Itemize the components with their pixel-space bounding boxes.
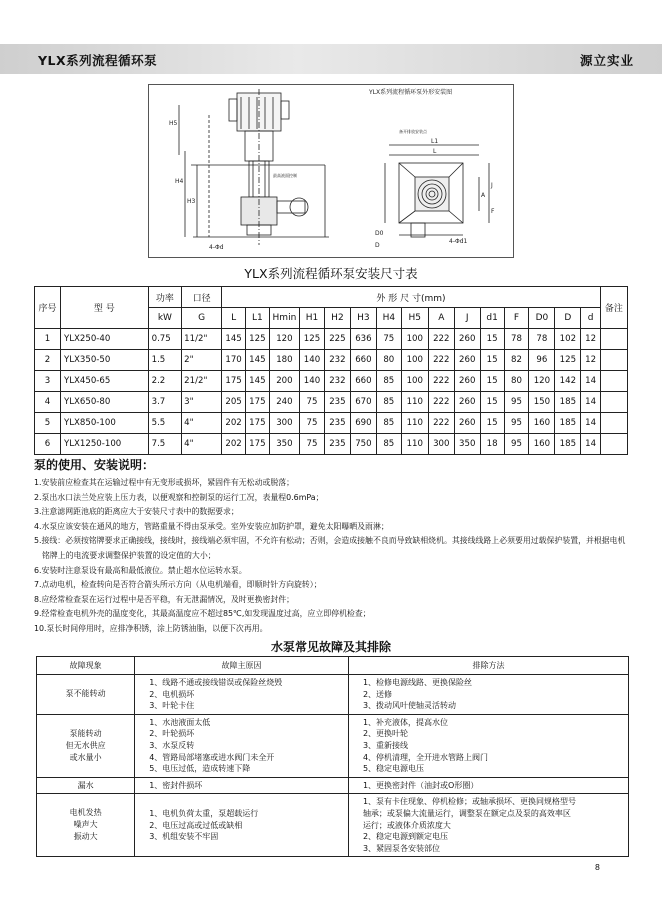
col-dim: Hmin — [269, 308, 299, 329]
spec-cell-dim: 85 — [376, 392, 401, 413]
spec-cell-port: 21/2" — [182, 371, 222, 392]
spec-cell-dim: 15 — [480, 350, 504, 371]
spec-row — [35, 329, 628, 350]
spec-cell-dim: 15 — [480, 371, 504, 392]
spec-row — [35, 371, 628, 392]
spec-cell-dim: 225 — [324, 329, 350, 350]
spec-cell-dim: 110 — [401, 392, 428, 413]
fault-fix-item: 1、更换密封件（油封或O形圈） — [362, 780, 479, 790]
spec-cell-dim: 202 — [222, 434, 246, 455]
header-band — [0, 44, 662, 74]
spec-table — [34, 286, 628, 455]
fault-fixes — [348, 714, 628, 777]
spec-cell-dim: 260 — [454, 392, 480, 413]
spec-cell-dim: 175 — [245, 413, 269, 434]
spec-row — [35, 413, 628, 434]
spec-row — [35, 434, 628, 455]
spec-table-title: YLX系列流程循环泵安装尺寸表 — [244, 266, 418, 281]
spec-cell-dim: 660 — [350, 350, 376, 371]
spec-cell-dim: 95 — [504, 392, 529, 413]
spec-cell-dim: 160 — [529, 434, 555, 455]
fault-table-body — [37, 675, 629, 857]
col-remark: 备注 — [600, 287, 627, 329]
spec-cell-dim: 205 — [222, 392, 246, 413]
dim-label-4d: 4-Φd — [209, 244, 224, 251]
spec-cell-dim: 125 — [555, 350, 581, 371]
usage-item: 5.接线：必须按铭牌要求正确接线，接线时，接线端必须牢固，不允许有松动；否则，会造成接触不良而导致缺相烧机。其接线线路上必须要用过载保护装置，并根据电机铭牌上的电流要求调整保护装置的设定值的大小； — [34, 536, 626, 560]
spec-cell-dim: 100 — [401, 329, 428, 350]
spec-cell-dim: 175 — [245, 392, 269, 413]
fault-symptom — [37, 794, 135, 857]
fault-symptom-line: 电机发热 — [69, 808, 102, 818]
spec-table-body — [35, 329, 628, 455]
fault-cause-item: 1、密封件损坏 — [149, 780, 203, 790]
spec-cell-dim: 78 — [529, 329, 555, 350]
fault-symptom — [37, 714, 135, 777]
fault-symptom-line: 泵不能转动 — [65, 689, 106, 699]
dim-label-h4: H4 — [175, 178, 184, 185]
fault-fix-item: 2、送修 — [362, 689, 393, 699]
usage-item: 10.泵长时间停用时，应排净积锈，涂上防锈油脂，以便下次再用。 — [34, 623, 268, 633]
fault-symptom-line: 振动大 — [73, 832, 98, 842]
spec-cell-port: 3" — [182, 392, 222, 413]
spec-cell-dim: 15 — [480, 413, 504, 434]
col-dim: H4 — [376, 308, 401, 329]
spec-cell-dim: 110 — [401, 413, 428, 434]
spec-cell-kw: 2.2 — [148, 371, 182, 392]
spec-cell-remark — [600, 329, 627, 350]
col-dim: d — [581, 308, 600, 329]
fault-cause-item: 2、电机损坏 — [149, 689, 195, 699]
fault-table-title: 水泵常见故障及其排除 — [270, 640, 391, 654]
spec-cell-dim: 235 — [324, 392, 350, 413]
fault-symptom-line: 但无水供应 — [65, 740, 106, 750]
spec-cell-dim: 75 — [300, 434, 325, 455]
fault-causes — [135, 714, 349, 777]
spec-cell-dim: 145 — [245, 371, 269, 392]
spec-cell-dim: 150 — [529, 392, 555, 413]
spec-cell-dim: 75 — [300, 392, 325, 413]
fault-symptom-line: 或水量小 — [69, 752, 102, 762]
col-model: 型 号 — [60, 287, 148, 329]
spec-cell-dim: 140 — [300, 350, 325, 371]
fault-causes — [135, 777, 349, 794]
spec-cell-kw: 7.5 — [148, 434, 182, 455]
spec-cell-dim: 75 — [376, 329, 401, 350]
spec-cell-dim: 235 — [324, 434, 350, 455]
fault-col-fix: 排除方法 — [348, 657, 628, 675]
spec-cell-dim: 222 — [428, 413, 454, 434]
spec-cell-no: 1 — [35, 329, 61, 350]
spec-cell-dim: 260 — [454, 371, 480, 392]
spec-cell-port: 11/2" — [182, 329, 222, 350]
fault-fix-item: 1、检修电源线路、更换保险丝 — [362, 678, 473, 687]
spec-cell-dim: 300 — [269, 413, 299, 434]
usage-title: 泵的使用、安装说明： — [34, 458, 155, 472]
col-dim: L — [222, 308, 246, 329]
dim-label-d0: D0 — [375, 230, 384, 237]
col-dim: F — [504, 308, 529, 329]
col-port: 口径 — [182, 287, 222, 308]
spec-cell-dim: 85 — [376, 413, 401, 434]
spec-cell-dim: 14 — [581, 434, 600, 455]
spec-cell-dim: 14 — [581, 413, 600, 434]
spec-cell-dim: 102 — [555, 329, 581, 350]
spec-cell-dim: 232 — [324, 371, 350, 392]
spec-row — [35, 392, 628, 413]
spec-cell-dim: 78 — [504, 329, 529, 350]
col-dim: H2 — [324, 308, 350, 329]
spec-cell-kw: 5.5 — [148, 413, 182, 434]
col-dim: L1 — [245, 308, 269, 329]
spec-cell-dim: 750 — [350, 434, 376, 455]
spec-cell-dim: 95 — [504, 413, 529, 434]
dim-label-f: F — [491, 208, 495, 215]
spec-cell-dim: 14 — [581, 371, 600, 392]
spec-cell-dim: 235 — [324, 413, 350, 434]
page-title: YLX系列流程循环泵 — [38, 53, 158, 68]
spec-cell-dim: 160 — [529, 413, 555, 434]
spec-cell-model: YLX850-100 — [60, 413, 148, 434]
usage-item: 1.安装前应检查其在运输过程中有无变形或损坏，紧固件有无松动或脱落； — [34, 478, 295, 487]
spec-cell-dim: 12 — [581, 329, 600, 350]
spec-cell-remark — [600, 434, 627, 455]
spec-cell-no: 2 — [35, 350, 61, 371]
dim-label-h3: H3 — [187, 198, 196, 205]
spec-cell-remark — [600, 350, 627, 371]
fault-cause-item: 1、水池液面太低 — [149, 717, 211, 727]
spec-cell-dim: 80 — [504, 371, 529, 392]
spec-cell-dim: 175 — [222, 371, 246, 392]
usage-item: 9.经常检查电机外壳的温度变化，其最高温度应不超过85℃,如发现温度过高，应立即停机检查； — [34, 609, 371, 619]
spec-cell-no: 4 — [35, 392, 61, 413]
fault-fixes — [348, 794, 628, 857]
col-dim: A — [428, 308, 454, 329]
usage-item: 4.水泵应该安装在通风的地方，管路重量不得由泵承受。室外安装应加防护罩，避免太阳曝晒及雨淋； — [34, 521, 389, 531]
spec-cell-remark — [600, 392, 627, 413]
fault-cause-item: 3、叶轮卡住 — [149, 701, 195, 711]
spec-cell-no: 5 — [35, 413, 61, 434]
col-port-unit: G — [182, 308, 222, 329]
drawing-caption: YLX系列流程循环泵外形安装图 — [369, 89, 453, 96]
spec-cell-dim: 125 — [245, 329, 269, 350]
fault-cause-item: 4、管路局部堵塞或进水阀门未全开 — [149, 752, 275, 762]
fault-fix-item: 运行；或液体介质浓度大 — [362, 820, 451, 830]
pump-plan-view — [385, 145, 489, 237]
spec-cell-dim: 222 — [428, 371, 454, 392]
fault-cause-item: 3、水泵反转 — [149, 740, 195, 750]
spec-cell-dim: 260 — [454, 413, 480, 434]
col-dim: H3 — [350, 308, 376, 329]
fault-fix-item: 4、停机清理，全开进水管路上阀门 — [362, 752, 489, 762]
spec-cell-remark — [600, 413, 627, 434]
fault-row — [37, 794, 629, 857]
spec-cell-model: YLX450-65 — [60, 371, 148, 392]
spec-cell-port: 4" — [182, 413, 222, 434]
spec-cell-dim: 350 — [269, 434, 299, 455]
spec-cell-dim: 100 — [401, 371, 428, 392]
spec-cell-dim: 15 — [480, 329, 504, 350]
dim-label-l1: L1 — [431, 138, 439, 145]
spec-cell-dim: 142 — [555, 371, 581, 392]
col-power-unit: kW — [148, 308, 182, 329]
usage-list — [34, 476, 632, 637]
col-dim: D — [555, 308, 581, 329]
fault-cause-item: 2、电压过高或过低或缺相 — [149, 820, 243, 830]
fault-cause-item: 3、机组安装不牢固 — [149, 832, 219, 842]
fault-symptom — [37, 777, 135, 794]
spec-cell-dim: 240 — [269, 392, 299, 413]
spec-cell-dim: 260 — [454, 350, 480, 371]
spec-cell-dim: 145 — [222, 329, 246, 350]
fault-symptom-line: 漏水 — [77, 780, 94, 790]
fault-fix-item: 3、重新接线 — [362, 740, 409, 750]
dim-label-j: J — [491, 182, 493, 189]
spec-cell-model: YLX650-80 — [60, 392, 148, 413]
spec-cell-dim: 95 — [504, 434, 529, 455]
spec-cell-dim: 350 — [454, 434, 480, 455]
spec-cell-dim: 222 — [428, 392, 454, 413]
spec-cell-dim: 96 — [529, 350, 555, 371]
col-dim: H1 — [300, 308, 325, 329]
col-dim: H5 — [401, 308, 428, 329]
col-dim: J — [454, 308, 480, 329]
spec-cell-dim: 125 — [300, 329, 325, 350]
dim-label-h5: H5 — [169, 120, 178, 127]
usage-item: 7.点动电机，检查转向是否符合箭头所示方向（从电机端看，即顺时针方向旋转）； — [34, 580, 322, 590]
spec-cell-dim: 185 — [555, 413, 581, 434]
fault-symptom — [37, 675, 135, 715]
fault-causes — [135, 675, 349, 715]
spec-cell-dim: 660 — [350, 371, 376, 392]
fault-fix-item: 2、稳定电源到额定电压 — [362, 832, 449, 842]
dim-label-l: L — [433, 148, 437, 155]
spec-cell-dim: 200 — [269, 371, 299, 392]
fault-symptom-line: 噪声大 — [73, 820, 98, 830]
brand-name: 源立实业 — [579, 53, 634, 68]
spec-cell-model: YLX250-40 — [60, 329, 148, 350]
fault-fixes — [348, 777, 628, 794]
spec-cell-dim: 82 — [504, 350, 529, 371]
spec-cell-dim: 15 — [480, 392, 504, 413]
fault-fix-item: 2、更换叶轮 — [362, 729, 409, 739]
spec-cell-dim: 75 — [300, 413, 325, 434]
usage-item: 3.注意滤网距池底的距离应大于安装尺寸表中的数据要求； — [34, 507, 239, 517]
spec-cell-dim: 180 — [269, 350, 299, 371]
spec-cell-dim: 120 — [529, 371, 555, 392]
spec-cell-kw: 1.5 — [148, 350, 182, 371]
spec-cell-dim: 80 — [376, 350, 401, 371]
installation-drawing — [148, 84, 514, 258]
fault-cause-item: 1、电机负荷太重，泵超载运行 — [149, 808, 259, 818]
fault-fix-item: 1、补充液体，提高水位 — [362, 717, 449, 727]
drawing-note-right: 备开排放安装点 — [399, 129, 427, 134]
drawing-note-left: 最高液面控制 — [273, 173, 297, 178]
spec-cell-dim: 100 — [401, 350, 428, 371]
spec-cell-kw: 3.7 — [148, 392, 182, 413]
dim-label-d: D — [375, 242, 380, 249]
col-dim: D0 — [529, 308, 555, 329]
spec-cell-dim: 300 — [428, 434, 454, 455]
fault-table — [36, 656, 629, 857]
spec-cell-dim: 85 — [376, 371, 401, 392]
col-seq: 序号 — [35, 287, 61, 329]
spec-cell-dim: 85 — [376, 434, 401, 455]
col-power: 功率 — [148, 287, 182, 308]
pump-elevation — [179, 89, 329, 245]
spec-cell-dim: 185 — [555, 392, 581, 413]
spec-cell-dim: 202 — [222, 413, 246, 434]
spec-row — [35, 350, 628, 371]
dim-label-4d1: 4-Φd1 — [449, 238, 468, 245]
fault-symptom-line: 泵能转动 — [69, 728, 102, 738]
fault-fix-item: 轴承；或泵偏大流量运行，调整泵在额定点及泵的高效率区 — [362, 808, 571, 818]
spec-cell-dim: 670 — [350, 392, 376, 413]
spec-cell-dim: 18 — [480, 434, 504, 455]
spec-cell-dim: 175 — [245, 434, 269, 455]
col-dim: d1 — [480, 308, 504, 329]
fault-fix-item: 5、稳定电源电压 — [362, 764, 425, 774]
spec-cell-remark — [600, 371, 627, 392]
fault-causes — [135, 794, 349, 857]
usage-item: 6.安装时注意泵设有最高和最低液位。禁止超水位运转水泵。 — [34, 565, 247, 575]
dim-label-a: A — [481, 192, 486, 199]
spec-cell-dim: 185 — [555, 434, 581, 455]
usage-item: 2.泵出水口法兰处应装上压力表，以便观察和控制泵的运行工况，表量程0.6mPa； — [34, 492, 324, 502]
fault-fix-item: 1、泵有卡住现象、停机检修；或轴承损坏、更换同规格型号 — [362, 797, 577, 807]
fault-cause-item: 2、叶轮损坏 — [149, 729, 195, 739]
spec-cell-no: 6 — [35, 434, 61, 455]
col-dims: 外 形 尺 寸(mm) — [222, 287, 601, 308]
spec-cell-dim: 120 — [269, 329, 299, 350]
spec-cell-dim: 170 — [222, 350, 246, 371]
fault-row — [37, 675, 629, 715]
spec-cell-dim: 232 — [324, 350, 350, 371]
page-number: 8 — [594, 863, 600, 872]
usage-item: 8.应经常检查泵在运行过程中是否平稳，有无泄漏情况，及时更换密封件； — [34, 594, 295, 604]
spec-cell-dim: 140 — [300, 371, 325, 392]
spec-cell-no: 3 — [35, 371, 61, 392]
spec-cell-model: YLX1250-100 — [60, 434, 148, 455]
spec-cell-port: 4" — [182, 434, 222, 455]
fault-row — [37, 714, 629, 777]
spec-cell-dim: 110 — [401, 434, 428, 455]
fault-cause-item: 1、线路不通或接线错误或保险丝烧毁 — [149, 678, 283, 687]
spec-cell-dim: 636 — [350, 329, 376, 350]
fault-fix-item: 3、紧固泵各安装部位 — [362, 843, 441, 853]
fault-col-symptom: 故障现象 — [37, 657, 135, 675]
spec-cell-port: 2" — [182, 350, 222, 371]
fault-cause-item: 5、电压过低，造成转速下降 — [149, 764, 251, 774]
spec-cell-dim: 12 — [581, 350, 600, 371]
fault-fix-item: 3、拨动风叶使轴灵活转动 — [362, 701, 457, 711]
fault-row — [37, 777, 629, 794]
fault-col-cause: 故障主原因 — [135, 657, 349, 675]
spec-cell-model: YLX350-50 — [60, 350, 148, 371]
spec-cell-dim: 690 — [350, 413, 376, 434]
spec-cell-dim: 145 — [245, 350, 269, 371]
spec-cell-dim: 222 — [428, 350, 454, 371]
spec-cell-kw: 0.75 — [148, 329, 182, 350]
fault-fixes — [348, 675, 628, 715]
spec-cell-dim: 260 — [454, 329, 480, 350]
spec-cell-dim: 14 — [581, 392, 600, 413]
spec-cell-dim: 222 — [428, 329, 454, 350]
